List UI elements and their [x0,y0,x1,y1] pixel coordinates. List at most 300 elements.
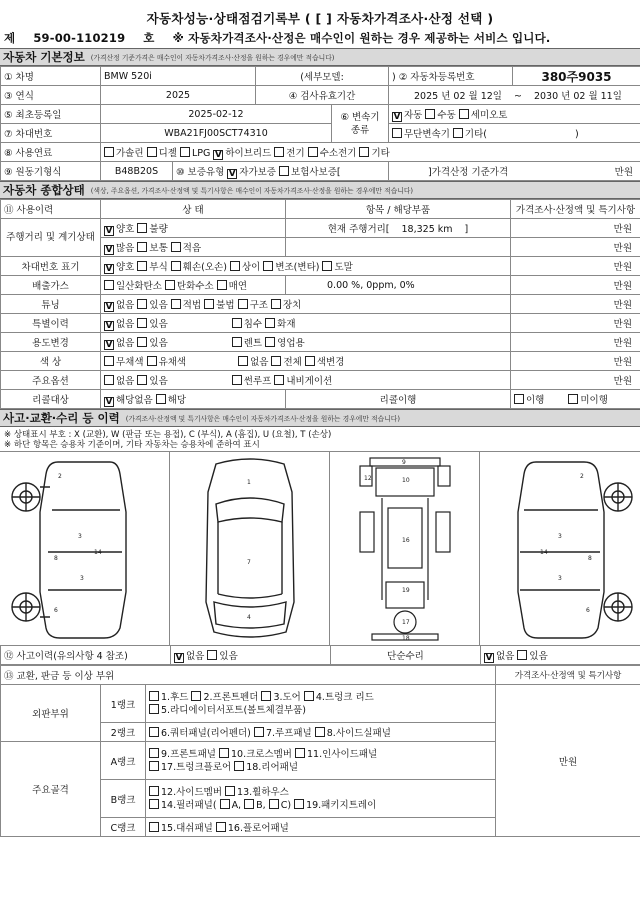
opt-label: 적법 [182,299,202,311]
notice: ※ 자동차가격조사·산정은 매수인이 원하는 경우 제공하는 서비스 입니다. [172,31,551,45]
mileage-close: ] [464,224,469,235]
checkbox[interactable] [165,280,175,290]
diagram-right-side [480,452,640,646]
checkbox[interactable] [517,650,527,660]
opt-label: 양호 [116,261,135,273]
rankA-label: A랭크 [101,742,146,780]
checkbox[interactable]: V [105,263,113,274]
opt-label: 도말 [334,261,353,273]
opts [101,390,286,409]
opt-label: 렌트 [243,337,263,349]
legend-line: ※ 하단 항목은 승용차 기준이며, 기타 자동차는 승용차에 준하여 표시 [4,440,260,450]
basic-info-table [0,66,640,181]
checkbox[interactable] [149,786,159,796]
opt-label: 하이브리드 [225,147,272,159]
opt-label: 해당 [167,394,187,406]
opt-label: 있음 [149,376,168,387]
fuel-options [101,143,640,162]
svg-text:8: 8 [588,555,592,562]
svg-text:6: 6 [54,607,58,614]
year: 2025 [101,86,256,105]
part-label: 6.쿼터패널(리어펜더) [161,728,251,739]
opt-label: 무채색 [116,357,144,368]
diagram-top [170,452,330,646]
first-reg-label: ⑤ 최초등록일 [1,105,101,124]
opt-label: 해당없음 [116,394,153,406]
hist-opts [171,646,331,665]
opt-label: 변조(변타) [275,261,320,273]
section-title: 사고·교환·수리 등 이력 [3,411,120,425]
checkbox[interactable] [453,128,463,138]
svg-text:16: 16 [402,537,410,544]
part-label: 19.패키지트레이 [306,799,377,811]
svg-text:10: 10 [402,477,410,484]
detail-model-label: (세부모델: [256,67,389,86]
won: 만원 [511,276,640,295]
checkbox[interactable] [568,394,578,404]
checkbox[interactable] [308,147,318,157]
tuning-label: 튜닝 [1,295,101,314]
svg-text:3: 3 [558,575,562,582]
checkbox[interactable] [274,375,284,385]
section-title: 자동차 종합상태 [3,183,85,197]
opt-label: 상이 [241,261,261,273]
general-section-header [0,181,640,199]
warranty [173,162,389,181]
opt-label: 없음 [496,650,515,662]
warranty-close: ] [428,167,432,178]
checkbox[interactable] [156,394,166,404]
part-label: 11.인사이드패널 [307,748,378,760]
checkbox[interactable] [137,242,147,252]
simple-label: 단순수리 [331,646,481,665]
opts [101,333,511,352]
engine: B48B20S [101,162,173,181]
part-label: 4.트렁크 리드 [315,691,374,703]
frame-label: 주요골격 [1,742,101,837]
won: 만원 [511,295,640,314]
vin-label: ⑦ 차대번호 [1,124,101,143]
opt-label: 기타( [464,129,487,140]
checkbox[interactable] [149,727,159,737]
opts [101,295,511,314]
general-table [0,199,640,409]
doc-no-suffix: 호 [143,31,155,45]
part-label: B, [256,799,266,811]
part-label: 2.프론트펜더 [203,691,259,703]
repair-table [0,665,640,837]
checkbox[interactable] [220,799,230,809]
checkbox[interactable] [171,242,181,252]
opt-label: 침수 [243,318,263,330]
opt-label: 없음 [116,376,135,387]
opt-label: LPG [191,147,211,159]
trans-row2 [389,124,640,143]
opt-label: 영업용 [277,337,305,349]
svg-text:8: 8 [54,555,58,562]
opt-label: 보통 [149,242,168,254]
checkbox[interactable] [514,394,524,404]
name-label: ① 차명 [1,67,101,86]
ex-label: ⑬ 교환, 판금 등 이상 부위 [1,666,496,685]
part-label: C) [280,799,292,811]
checkbox[interactable] [149,704,159,714]
checkbox[interactable] [392,128,402,138]
base-price [389,162,640,181]
opt-label: 불량 [149,223,168,235]
part-label: A, [231,799,242,811]
checkbox[interactable] [254,727,264,737]
opt-label: 불법 [216,299,235,311]
won: 만원 [511,238,640,257]
checkbox[interactable] [137,261,147,271]
checkbox[interactable] [274,147,284,157]
checkbox[interactable] [219,748,229,758]
part-label: 14.필러패널( [161,799,217,811]
opt-label: 장치 [282,299,302,311]
opt-label: 많음 [116,242,135,254]
opt-label: 없음 [116,318,135,330]
opt-label: 화재 [277,318,296,330]
checkbox[interactable] [147,147,157,157]
checkbox[interactable]: V [485,652,493,663]
legend [0,427,640,451]
doc-number-row [0,28,640,48]
svg-text:14: 14 [540,549,548,556]
diagram-left-side [0,452,170,646]
checkbox[interactable] [137,337,147,347]
checkbox[interactable] [149,761,159,771]
checkbox[interactable] [104,356,114,366]
rankA-parts [146,742,496,780]
opt-label: 있음 [529,650,548,662]
opts [101,352,511,371]
opt-label: 썬루프 [243,376,272,387]
doc-no: 59-00-110219 [33,31,126,45]
checkbox[interactable]: V [105,301,113,312]
checkbox[interactable] [271,299,281,309]
checkbox[interactable] [137,299,147,309]
opts [101,276,286,295]
part-label: 18.리어패널 [246,761,299,773]
opts [101,371,511,390]
car-name: BMW 520i [101,67,256,86]
mileage-label: 주행거리 및 계기상태 [1,219,101,257]
opt-label: 없음 [186,650,205,662]
recall-item: 리콜이행 [286,390,511,409]
trans-close: ) [574,129,579,140]
checkbox[interactable] [180,147,190,157]
mileage: 18,325 km [401,224,453,235]
won: 만원 [511,352,640,371]
checkbox[interactable] [265,337,275,347]
checkbox[interactable] [137,223,147,233]
opts [101,219,286,238]
inspect-period-label: ④ 검사유효기간 [256,86,389,105]
mileage-cur [286,219,511,238]
checkbox[interactable] [238,356,248,366]
checkbox[interactable] [244,799,254,809]
emission-vals [286,276,511,295]
part-label: 5.라디에이터서포트(볼트체결부품) [161,704,306,716]
car-frame-icon [330,452,480,646]
col-head: ⑪ 사용이력 [1,200,101,219]
opt-label: 적음 [182,242,202,254]
part-label: 15.대쉬패널 [161,823,213,834]
won: 만원 [511,314,640,333]
opt-label: 매연 [228,281,248,292]
won: 만원 [614,167,634,178]
rankB-label: B랭크 [101,780,146,818]
opt-label: 구조 [249,299,268,311]
opt-label: 수동 [437,109,456,121]
first-reg: 2025-02-12 [101,105,332,124]
checkbox[interactable] [149,748,159,758]
opt-label: 양호 [116,223,135,235]
part-label: 8.사이드실패널 [326,728,391,739]
accident-history-table [0,645,640,665]
won: 만원 [511,333,640,352]
svg-text:9: 9 [402,459,406,466]
emission-label: 배출가스 [1,276,101,295]
svg-text:3: 3 [80,575,84,582]
car-top-icon [170,452,330,646]
checkbox[interactable]: V [105,225,113,236]
checkbox[interactable] [149,822,159,832]
checkbox[interactable] [207,650,217,660]
checkbox[interactable]: V [228,168,236,179]
checkbox[interactable] [104,280,114,290]
checkbox[interactable] [265,318,275,328]
opt-label: 기타 [371,147,390,159]
opt-label: 무단변속기 [404,129,450,140]
won: 만원 [511,219,640,238]
inspect-to: 2030 년 02 월 11일 [533,91,622,102]
outer-label: 외판부위 [1,685,101,742]
checkbox[interactable] [232,337,242,347]
svg-text:4: 4 [247,614,251,621]
checkbox[interactable] [137,375,147,385]
checkbox[interactable] [322,261,332,271]
year-label: ③ 연식 [1,86,101,105]
rank1-parts [146,685,496,723]
checkbox[interactable]: V [393,111,401,122]
part-label: 1.후드 [161,691,189,703]
svg-text:12: 12 [364,475,372,482]
won: 만원 [511,371,640,390]
part-label: 3.도어 [273,691,301,703]
rank1-label: 1랭크 [101,685,146,723]
opts [101,238,286,257]
option-label: 주요옵션 [1,371,101,390]
use-label: 용도변경 [1,333,101,352]
opt-label: 부식 [149,261,168,273]
emission-values: 0.00 %, 0ppm, 0% [327,279,415,291]
col-head: 상 태 [101,200,286,219]
car-diagrams [0,451,640,645]
checkbox[interactable] [104,147,114,157]
col-head: 가격조사·산정액 및 특기사항 [511,200,640,219]
checkbox[interactable]: V [105,396,113,407]
inspect-period [389,86,640,105]
checkbox[interactable] [234,761,244,771]
trans-row1 [389,105,640,124]
col-head: 항목 / 해당부품 [286,200,511,219]
rank2-label: 2랭크 [101,723,146,742]
part-label: 17.트렁크플로어 [161,761,232,773]
accident-section-header [0,409,640,427]
svg-text:19: 19 [402,587,410,594]
warranty-label: ⑩ 보증유형 [176,166,225,178]
checkbox[interactable] [149,691,159,701]
checkbox[interactable] [230,261,240,271]
part-label: 13.휠하우스 [237,786,289,798]
recall-label: 리콜대상 [1,390,101,409]
checkbox[interactable] [232,318,242,328]
opt-label: 가솔린 [116,147,144,159]
opt-label: 자동 [404,109,423,121]
checkbox[interactable] [104,375,114,385]
checkbox[interactable]: V [105,339,113,350]
svg-text:17: 17 [402,619,410,626]
section-title: 자동차 기본정보 [3,50,85,64]
rankB-parts [146,780,496,818]
doc-no-label: 제 [4,31,16,45]
color-label: 색 상 [1,352,101,371]
checkbox[interactable] [294,799,304,809]
checkbox[interactable] [191,691,201,701]
inspect-sep: ~ [513,91,522,102]
hist-label: ⑫ 사고이력(유의사항 4 참조) [1,646,171,665]
svg-text:3: 3 [78,533,82,540]
checkbox[interactable] [217,280,227,290]
opt-label: 없음 [116,299,135,311]
special-label: 특별이력 [1,314,101,333]
checkbox[interactable] [171,299,181,309]
form-title: 자동차성능·상태점검기록부 ( [ ] 자동차가격조사·산정 선택 ) [146,11,494,26]
part-label: 16.플로어패널 [227,823,289,834]
opt-label: 전기 [286,147,305,159]
checkbox[interactable] [238,299,248,309]
opt-label: 내비게이션 [286,376,333,387]
checkbox[interactable] [271,356,281,366]
checkbox[interactable] [232,375,242,385]
svg-text:7: 7 [247,559,251,566]
svg-text:18: 18 [402,635,410,642]
checkbox[interactable]: V [214,149,222,160]
ex-price-head: 가격조사·산정액 및 특기사항 [496,666,640,685]
checkbox[interactable] [216,822,226,832]
opt-label: 없음 [116,337,135,349]
checkbox[interactable] [305,356,315,366]
opt-label: 세미오토 [470,109,508,121]
legend-line: ※ 상태표시 부호 : X (교환), W (판금 또는 용접), C (부식), A (흠집), U (요철), T (손상) [4,430,332,440]
vin: WBA21FJ00SCT74310 [101,124,332,143]
inspect-from: 2025 년 02 월 12일 [414,91,502,102]
checkbox[interactable] [204,299,214,309]
repair-price: 만원 [496,685,640,837]
svg-text:2: 2 [580,473,584,480]
opt-label: 있음 [149,299,168,311]
fuel-label: ⑧ 사용연료 [1,143,101,162]
opt-label: 디젤 [158,147,177,159]
checkbox[interactable] [147,356,157,366]
checkbox[interactable] [279,166,289,176]
checkbox[interactable]: V [105,244,113,255]
opt-label: 있음 [219,650,238,662]
checkbox[interactable] [261,691,271,701]
checkbox[interactable] [171,261,181,271]
opts [101,257,511,276]
checkbox[interactable]: V [105,320,113,331]
svg-text:1: 1 [247,479,251,486]
checkbox[interactable] [137,318,147,328]
base-price-label: 가격산정 기준가격 [431,167,509,178]
basic-section-header [0,48,640,66]
checkbox[interactable]: V [175,652,183,663]
opt-label: 있음 [149,337,168,349]
opts [101,314,511,333]
engine-label: ⑨ 원동기형식 [1,162,101,181]
rankC-parts [146,818,496,837]
vin-mark-label: 차대번호 표기 [1,257,101,276]
checkbox[interactable] [269,799,279,809]
opt-label: 미이행 [580,395,608,406]
simple-opts [481,646,640,665]
section-note: (색상, 주요옵션, 가격조사·산정액 및 특기사항은 매수인이 자동차가격조사·산정을 원하는 경우에만 적습니다) [90,187,414,195]
recall-exec [511,390,640,409]
checkbox[interactable] [263,261,273,271]
reg-no: 380주9035 [513,67,640,86]
checkbox[interactable] [359,147,369,157]
checkbox[interactable] [315,727,325,737]
diagram-frame [330,452,480,646]
svg-text:3: 3 [558,533,562,540]
opt-label: 이행 [526,395,545,406]
part-label: 10.크로스멤버 [230,748,292,760]
opt-label: 탄화수소 [176,281,214,292]
opt-label: 보험사보증[ [291,166,341,178]
section-note: (가격산정 기준가격은 매수인이 자동차가격조사·산정을 원하는 경우에만 적습니다) [90,54,335,62]
opt-label: 유채색 [158,357,187,368]
car-right-side-icon [480,452,640,646]
car-left-side-icon [0,452,170,646]
part-label: 12.사이드멤버 [161,786,222,798]
checkbox[interactable] [459,109,469,119]
opt-label: 수소전기 [319,147,357,159]
won: 만원 [511,257,640,276]
opt-label: 전체 [283,357,302,368]
checkbox[interactable] [304,691,314,701]
opt-label: 없음 [250,357,269,368]
section-note: (가격조사·산정액 및 특기사항은 매수인이 자동차가격조사·산정을 원하는 경우에만 적습니다) [125,415,400,423]
svg-text:14: 14 [94,549,102,556]
svg-text:6: 6 [586,607,590,614]
rank2-parts [146,723,496,742]
checkbox[interactable] [425,109,435,119]
checkbox[interactable] [225,786,235,796]
opt-label: 훼손(오손) [182,261,227,273]
part-label: 7.루프패널 [265,728,312,739]
opt-label: 색변경 [316,357,345,368]
opt-label: 일산화탄소 [116,281,162,292]
trans-label: ⑥ 변속기 종류 [332,105,389,143]
checkbox[interactable] [149,799,159,809]
opt-label: 자가보증 [239,166,276,178]
svg-text:2: 2 [58,473,62,480]
part-label: 9.프론트패널 [161,748,216,760]
checkbox[interactable] [295,748,305,758]
